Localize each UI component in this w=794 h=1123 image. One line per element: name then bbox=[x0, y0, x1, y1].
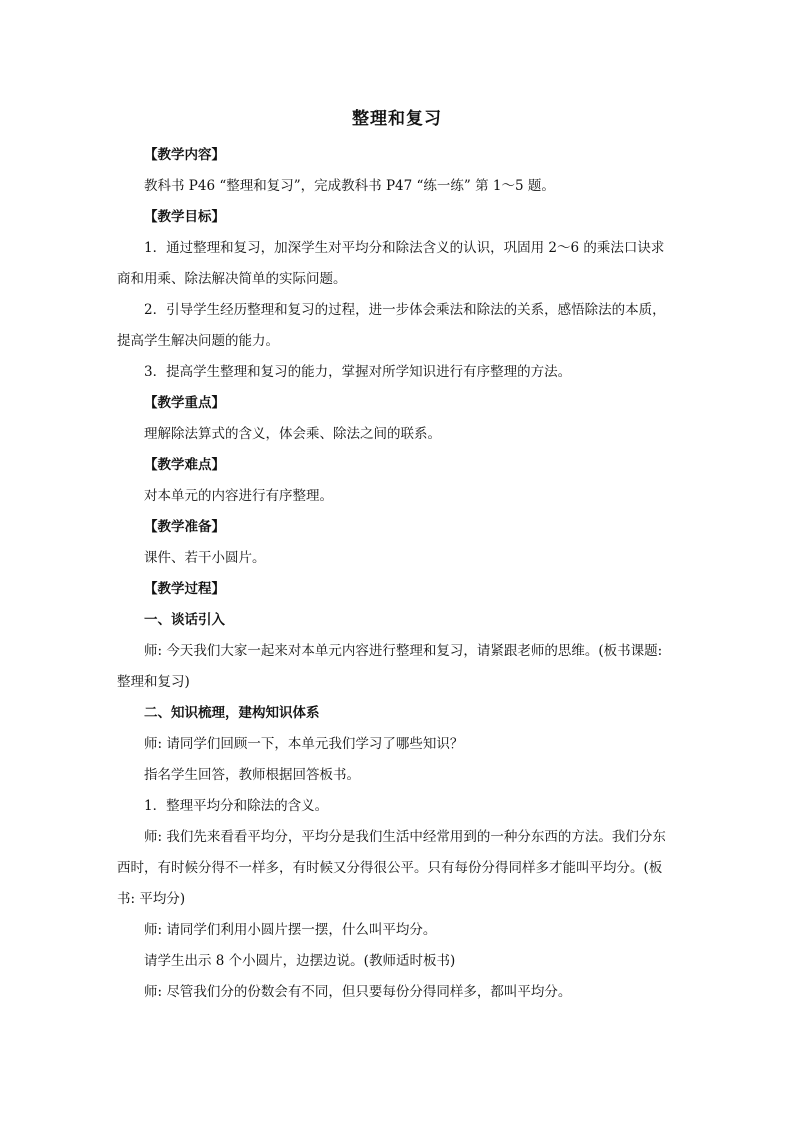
section-heading-goals: 【教学目标】 bbox=[144, 209, 225, 225]
section-heading-process: 【教学过程】 bbox=[144, 581, 225, 597]
paragraph: 1．通过整理和复习，加深学生对平均分和除法含义的认识，巩固用 2～6 的乘法口诀求商和用乘、除法解决简单的实际问题。 bbox=[117, 240, 665, 287]
section-heading-difficulty: 【教学难点】 bbox=[144, 457, 225, 473]
paragraph: 师: 我们先来看看平均分，平均分是我们生活中经常用到的一种分东西的方法。我们分东西时，有时候分得不一样多，有时候又分得很公平。只有每份分得同样多才能叫平均分。(板书: 平均分) bbox=[117, 829, 666, 907]
paragraph: 指名学生回答，教师根据回答板书。 bbox=[144, 767, 360, 783]
subheading-step1: 一、谈话引入 bbox=[144, 612, 225, 628]
paragraph: 理解除法算式的含义，体会乘、除法之间的联系。 bbox=[144, 426, 441, 442]
paragraph: 对本单元的内容进行有序整理。 bbox=[144, 488, 333, 504]
paragraph: 教科书 P46 “整理和复习”，完成教科书 P47 “练一练” 第 1～5 题。 bbox=[144, 178, 555, 194]
section-heading-keypoint: 【教学重点】 bbox=[144, 395, 225, 411]
paragraph: 1．整理平均分和除法的含义。 bbox=[144, 798, 329, 814]
paragraph: 3．提高学生整理和复习的能力，掌握对所学知识进行有序整理的方法。 bbox=[144, 364, 572, 380]
subheading-step2: 二、知识梳理，建构知识体系 bbox=[144, 705, 320, 721]
section-heading-prep: 【教学准备】 bbox=[144, 519, 225, 535]
paragraph: 师: 尽管我们分的份数会有不同，但只要每份分得同样多，都叫平均分。 bbox=[144, 984, 572, 1000]
section-heading-content: 【教学内容】 bbox=[144, 147, 225, 163]
paragraph: 师: 请同学们回顾一下，本单元我们学习了哪些知识？ bbox=[144, 736, 464, 752]
paragraph: 请学生出示 8 个小圆片，边摆边说。(教师适时板书) bbox=[144, 953, 456, 969]
document-body bbox=[117, 140, 677, 1008]
paragraph: 2．引导学生经历整理和复习的过程，进一步体会乘法和除法的关系，感悟除法的本质，提高学生解决问题的能力。 bbox=[117, 302, 666, 349]
paragraph: 课件、若干小圆片。 bbox=[144, 550, 266, 566]
page-title: 整理和复习 bbox=[352, 109, 442, 129]
paragraph: 师: 请同学们利用小圆片摆一摆，什么叫平均分。 bbox=[144, 922, 437, 938]
paragraph: 师: 今天我们大家一起来对本单元内容进行整理和复习，请紧跟老师的思维。(板书课题: 整理和复习) bbox=[117, 643, 663, 690]
